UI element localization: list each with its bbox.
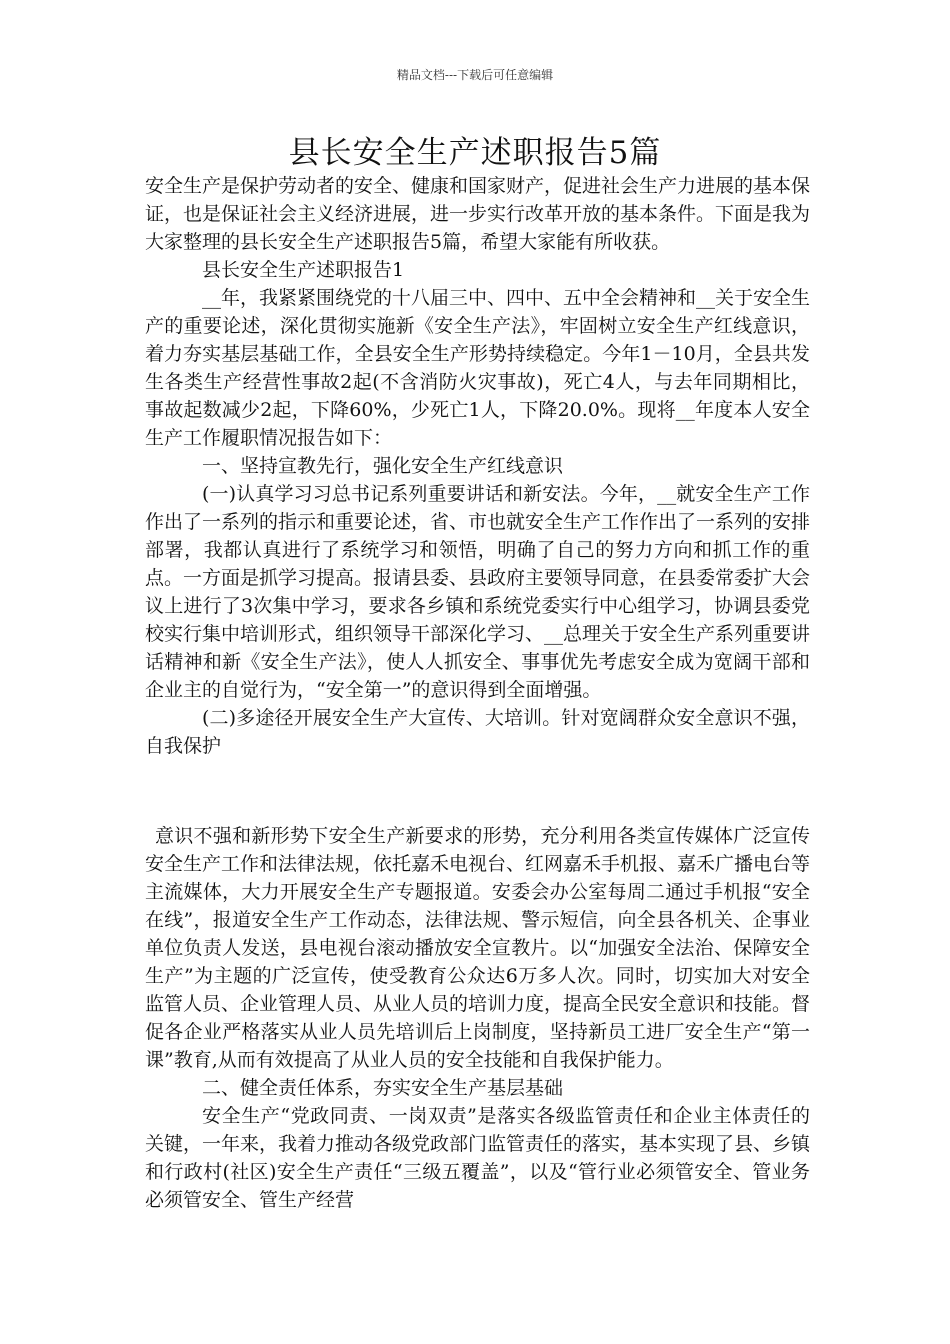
section-heading-2: 二、健全责任体系，夯实安全生产基层基础 <box>202 1077 564 1099</box>
continuation-paragraph: 意识不强和新形势下安全生产新要求的形势，充分利用各类宣传媒体广泛宣传安全生产工作和法律法规，依托嘉禾电视台、红网嘉禾手机报、嘉禾广播电台等主流媒体，大力开展安全生产专题报道。安委会办公室每周二通过手机报“安全在线”，报道安全生产工作动态，法律法规、警示短信，向全县各机关、企事业单位负责人发送，县电视台滚动播放安全宣教片。以“加强安全法治、保障安全生产”为主题的广泛宣传，使受教育公众达6万多人次。同时，切实加大对安全监管人员、企业管理人员、从业人员的培训力度，提高全民安全意识和技能。督促各企业严格落实从业人员先培训后上岗制度，坚持新员工进厂安全生产“第一课”教育,从而有效提高了从业人员的安全技能和自我保护能力。 <box>145 825 811 1071</box>
subsection-1: (一)认真学习习总书记系列重要讲话和新安法。今年，__就安全生产工作作出了一系列的指示和重要论述，省、市也就安全生产工作作出了一系列的安排部署，我都认真进行了系统学习和领悟，明确了自己的努力方向和抓工作的重点。一方面是抓学习提高。报请县委、县政府主要领导同意，在县委常委扩大会议上进行了3次集中学习，要求各乡镇和系统党委实行中心组学习，协调县委党校实行集中培训形式，组织领导干部深化学习、__总理关于安全生产系列重要讲话精神和新《安全生产法》，使人人抓安全、事事优先考虑安全成为宽阔干部和企业主的自觉行为，“安全第一”的意识得到全面增强。 <box>145 483 811 701</box>
body-block-2 <box>145 822 810 1214</box>
paragraph-responsibility: 安全生产“党政同责、一岗双责”是落实各级监管责任和企业主体责任的关键，一年来，我着力推动各级党政部门监管责任的落实，基本实现了县、乡镇和行政村(社区)安全生产责任“三级五覆盖”，以及“管行业必须管安全、管业务必须管安全、管生产经营 <box>145 1105 811 1211</box>
paragraph-overview: __年，我紧紧围绕党的十八届三中、四中、五中全会精神和__关于安全生产的重要论述，深化贯彻实施新《安全生产法》，牢固树立安全生产红线意识，着力夯实基层基础工作，全县安全生产形势持续稳定。今年1－10月，全县共发生各类生产经营性事故2起(不含消防火灾事故)，死亡4人，与去年同期相比，事故起数减少2起，下降60%，少死亡1人，下降20.0%。现将__年度本人安全生产工作履职情况报告如下： <box>145 287 811 449</box>
header-note: 精品文档---下载后可任意编辑 <box>396 68 554 82</box>
body-block-1 <box>145 172 810 760</box>
report-heading: 县长安全生产述职报告1 <box>202 259 405 281</box>
subsection-2: (二)多途径开展安全生产大宣传、大培训。针对宽阔群众安全意识不强，自我保护 <box>145 707 810 757</box>
section-heading-1: 一、坚持宣教先行，强化安全生产红线意识 <box>202 455 564 477</box>
intro-paragraph: 安全生产是保护劳动者的安全、健康和国家财产，促进社会生产力进展的基本保证，也是保证社会主义经济进展，进一步实行改革开放的基本条件。下面是我为大家整理的县长安全生产述职报告5篇，希望大家能有所收获。 <box>145 175 811 253</box>
document-title: 县长安全生产述职报告5篇 <box>288 135 662 171</box>
